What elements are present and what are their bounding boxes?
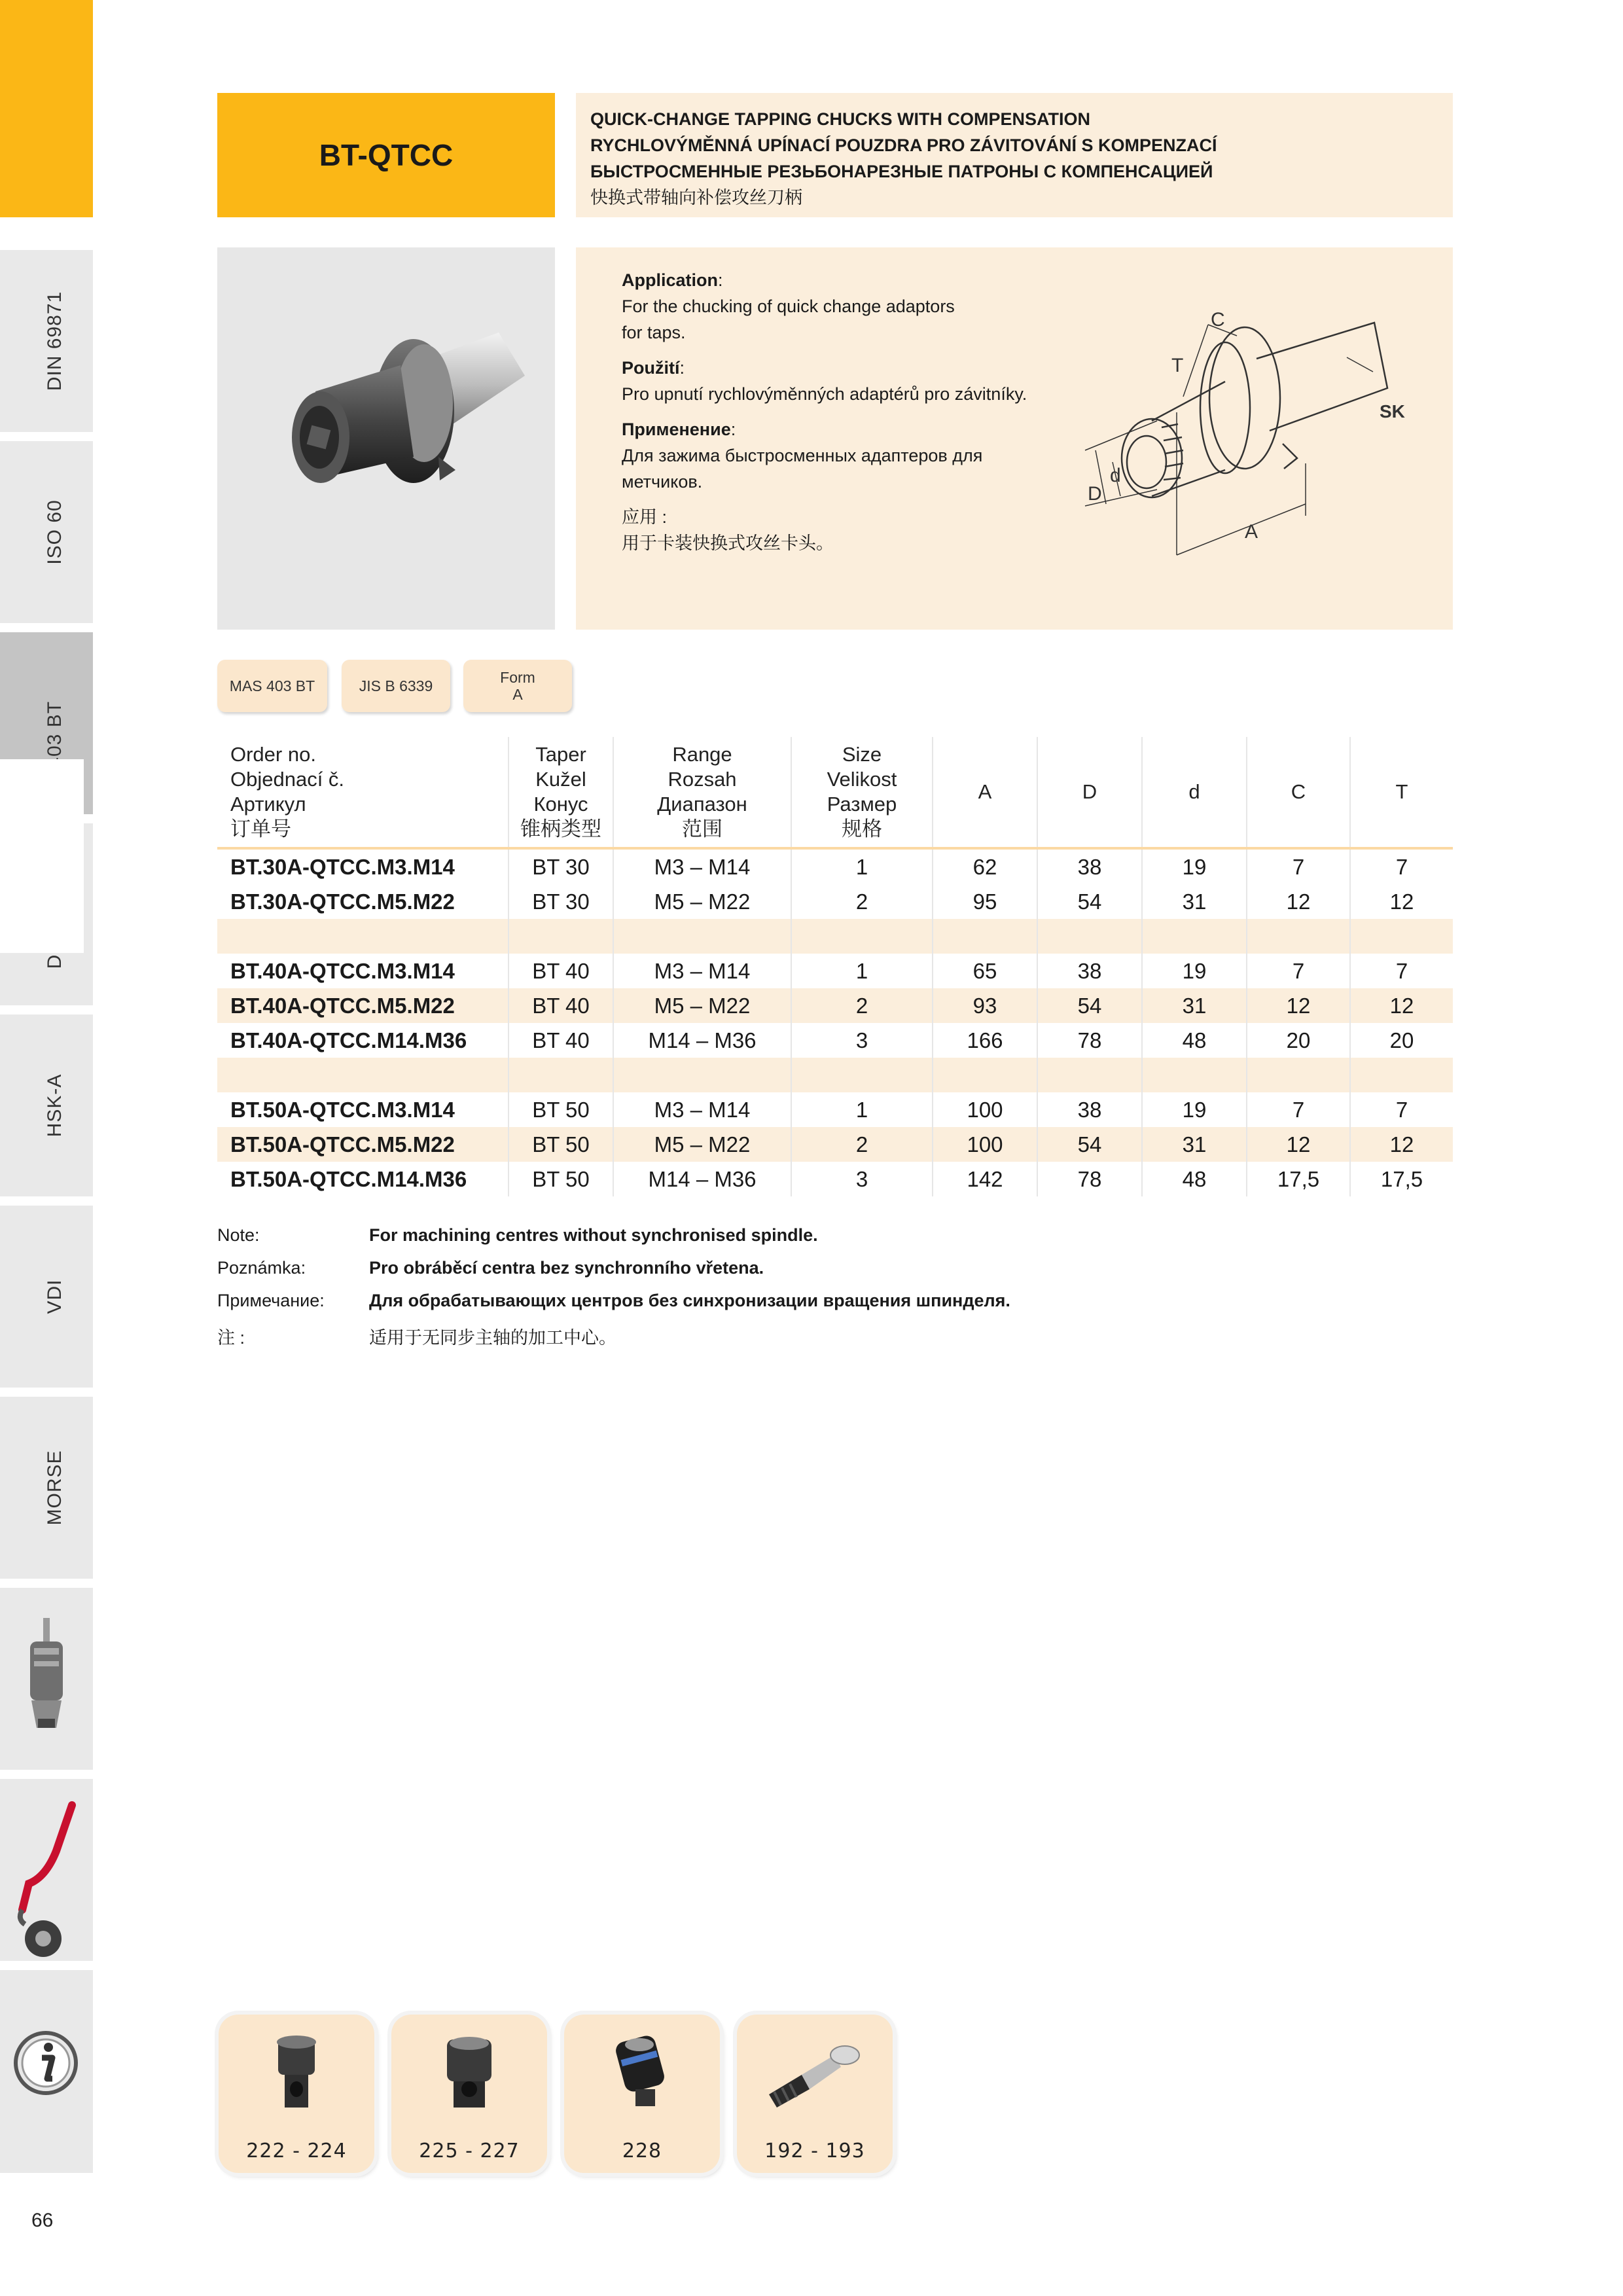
application-en-label: Application bbox=[622, 270, 718, 290]
cell-order-no bbox=[217, 919, 508, 954]
reference-pages: 228 bbox=[622, 2140, 662, 2162]
order-table bbox=[217, 737, 1453, 1196]
subtitle-zh: 快换式带轴向补偿攻丝刀柄 bbox=[590, 188, 802, 207]
header-taper bbox=[508, 737, 613, 847]
table-row bbox=[217, 988, 1453, 1023]
note-label: Примечание: bbox=[217, 1291, 325, 1310]
product-title: BT-QTCC bbox=[217, 93, 555, 217]
cell-a: 166 bbox=[932, 1023, 1037, 1058]
header-text: Размер bbox=[827, 793, 897, 816]
application-zh-text: 用于卡装快换式攻丝卡头。 bbox=[622, 533, 834, 553]
sidebar-tab-accessories[interactable] bbox=[0, 1775, 93, 1961]
diagram-label-c: C bbox=[1211, 309, 1225, 331]
cell-a: 62 bbox=[932, 850, 1037, 884]
cell-order-no: BT.50A-QTCC.M3.M14 bbox=[230, 1097, 455, 1122]
sidebar-tab-morse[interactable] bbox=[0, 1393, 93, 1579]
cell-taper: BT 50 bbox=[508, 1092, 613, 1127]
cell-order-no: BT.30A-QTCC.M3.M14 bbox=[230, 854, 455, 879]
cell-d-upper: 38 bbox=[1037, 850, 1141, 884]
cell-range bbox=[613, 919, 791, 954]
cell-taper: BT 30 bbox=[508, 884, 613, 919]
reference-pages: 225 - 227 bbox=[419, 2140, 520, 2162]
sidebar bbox=[0, 0, 93, 2173]
cell-c bbox=[1246, 1058, 1349, 1092]
application-text: Application: For the chucking of quick change adaptors for taps. Použití: Pro upnutí rychlovýměnných adaptérů pro závitníky. Применение: Для зажима быстросменных адаптеров для метчиков. 应用 : 用于卡装快换式攻丝卡头。 bbox=[622, 267, 1067, 565]
cell-d-lower: 31 bbox=[1141, 884, 1246, 919]
cell-order-no: BT.30A-QTCC.M5.M22 bbox=[230, 889, 455, 914]
cell-c: 7 bbox=[1246, 850, 1349, 884]
reference-tap-adaptors[interactable] bbox=[219, 2015, 374, 2173]
note-text: Для обрабатывающих центров без синхронизации вращения шпинделя. bbox=[369, 1291, 1010, 1310]
header-a: A bbox=[932, 737, 1037, 847]
cell-c: 20 bbox=[1246, 1023, 1349, 1058]
note-text: Pro obráběcí centra bez synchronního vřetena. bbox=[369, 1258, 764, 1278]
sidebar-tab-label: HSK-A bbox=[44, 1073, 65, 1138]
cell-d-upper: 78 bbox=[1037, 1162, 1141, 1196]
cell-range: M3 – M14 bbox=[613, 1092, 791, 1127]
cell-c: 17,5 bbox=[1246, 1162, 1349, 1196]
diagram-label-a: A bbox=[1245, 521, 1258, 543]
cell-range: M3 – M14 bbox=[613, 954, 791, 988]
tapping-chuck-photo bbox=[217, 247, 555, 630]
cell-d-lower: 48 bbox=[1141, 1023, 1246, 1058]
sidebar-tab-din-69871[interactable] bbox=[0, 246, 93, 432]
cell-range: M5 – M22 bbox=[613, 1127, 791, 1162]
sidebar-tab-vdi[interactable] bbox=[0, 1202, 93, 1388]
cell-d-upper: 78 bbox=[1037, 1023, 1141, 1058]
reference-pages: 222 - 224 bbox=[246, 2140, 347, 2162]
cell-d-upper: 54 bbox=[1037, 884, 1141, 919]
diagram-label-sk: SK bbox=[1380, 401, 1405, 422]
cell-size: 3 bbox=[791, 1162, 932, 1196]
cell-taper bbox=[508, 919, 613, 954]
cell-order-no: BT.50A-QTCC.M5.M22 bbox=[230, 1132, 455, 1157]
header-text: Size bbox=[842, 743, 882, 766]
header-text: Артикул bbox=[230, 793, 306, 816]
table-row bbox=[217, 1092, 1453, 1127]
reference-pages: 192 - 193 bbox=[764, 2140, 865, 2162]
dimension-diagram bbox=[1073, 260, 1440, 614]
header-text: Taper bbox=[535, 743, 586, 766]
info-icon bbox=[0, 1970, 93, 2156]
cell-t: 7 bbox=[1349, 954, 1453, 988]
note-text: For machining centres without synchronised spindle. bbox=[369, 1225, 818, 1245]
header-range bbox=[613, 737, 791, 847]
sidebar-tab-label: ISO 60 bbox=[44, 499, 65, 565]
header-text: 范围 bbox=[682, 817, 722, 840]
cell-t: 7 bbox=[1349, 1092, 1453, 1127]
cell-d-upper bbox=[1037, 919, 1141, 954]
note-label: Poznámka: bbox=[217, 1258, 306, 1278]
sidebar-cutout bbox=[0, 759, 84, 953]
standard-chip-jis: JIS B 6339 bbox=[342, 660, 450, 712]
cell-d-lower bbox=[1141, 1058, 1246, 1092]
cell-range: M5 – M22 bbox=[613, 988, 791, 1023]
table-row bbox=[217, 1127, 1453, 1162]
product-subtitle bbox=[576, 93, 1453, 217]
note-zh bbox=[217, 1323, 1199, 1356]
cell-order-no: BT.40A-QTCC.M3.M14 bbox=[230, 958, 455, 983]
header-d-lower: d bbox=[1141, 737, 1246, 847]
cell-d-upper: 54 bbox=[1037, 1127, 1141, 1162]
cell-taper: BT 40 bbox=[508, 1023, 613, 1058]
cell-order-no: BT.40A-QTCC.M5.M22 bbox=[230, 993, 455, 1018]
tap-adaptor-icon bbox=[238, 2029, 355, 2127]
cell-d-lower: 19 bbox=[1141, 954, 1246, 988]
table-row bbox=[217, 919, 1453, 954]
cell-t: 12 bbox=[1349, 1127, 1453, 1162]
header-text: Диапазон bbox=[657, 793, 747, 816]
cell-size: 1 bbox=[791, 850, 932, 884]
sidebar-brand-block bbox=[0, 0, 93, 217]
cell-c bbox=[1246, 919, 1349, 954]
cell-order-no bbox=[217, 1058, 508, 1092]
reference-pull-studs[interactable] bbox=[737, 2015, 893, 2173]
cell-size: 3 bbox=[791, 1023, 932, 1058]
cell-taper: BT 40 bbox=[508, 988, 613, 1023]
header-text: Range bbox=[672, 743, 732, 766]
cell-order-no: BT.40A-QTCC.M14.M36 bbox=[230, 1028, 467, 1052]
cell-d-lower bbox=[1141, 919, 1246, 954]
table-header bbox=[217, 737, 1453, 850]
cell-d-lower: 31 bbox=[1141, 1127, 1246, 1162]
note-en bbox=[217, 1225, 1199, 1258]
sidebar-tab-label: MORSE bbox=[44, 1450, 65, 1526]
reference-tap-adaptors-clutch[interactable] bbox=[391, 2015, 547, 2173]
header-text: Конус bbox=[533, 793, 588, 816]
header-text: Velikost bbox=[827, 768, 897, 791]
header-text: 锥柄类型 bbox=[520, 817, 601, 840]
sidebar-tab-label: VDI bbox=[44, 1279, 65, 1314]
cell-d-upper: 54 bbox=[1037, 988, 1141, 1023]
cell-taper: BT 50 bbox=[508, 1162, 613, 1196]
sidebar-tab-iso-60[interactable] bbox=[0, 437, 93, 623]
product-photo bbox=[217, 247, 555, 630]
cell-order-no: BT.50A-QTCC.M14.M36 bbox=[230, 1166, 467, 1191]
application-en-text-1: For the chucking of quick change adaptors bbox=[622, 296, 955, 316]
cell-size: 1 bbox=[791, 1092, 932, 1127]
cell-d-lower: 19 bbox=[1141, 850, 1246, 884]
cell-taper bbox=[508, 1058, 613, 1092]
header-text: Kužel bbox=[535, 768, 586, 791]
table-row bbox=[217, 1162, 1453, 1196]
sidebar-tab-label: DIN 69871 bbox=[44, 291, 65, 391]
cell-t: 12 bbox=[1349, 884, 1453, 919]
cell-c: 7 bbox=[1246, 1092, 1349, 1127]
cell-size: 1 bbox=[791, 954, 932, 988]
cell-d-upper: 38 bbox=[1037, 954, 1141, 988]
application-cz-label: Použití bbox=[622, 358, 680, 378]
application-cz-text: Pro upnutí rychlovýměnných adaptérů pro závitníky. bbox=[622, 384, 1027, 404]
application-zh-label: 应用 : bbox=[622, 507, 668, 527]
cell-t bbox=[1349, 1058, 1453, 1092]
note-label: 注 : bbox=[217, 1328, 245, 1348]
cell-size: 2 bbox=[791, 988, 932, 1023]
cell-d-lower: 19 bbox=[1141, 1092, 1246, 1127]
diagram-label-t: T bbox=[1171, 355, 1184, 376]
cell-t bbox=[1349, 919, 1453, 954]
header-text: Objednací č. bbox=[230, 768, 345, 791]
table-row bbox=[217, 1023, 1453, 1058]
diagram-label-d-lower: d bbox=[1110, 465, 1121, 486]
table-row bbox=[217, 850, 1453, 884]
collet-icon bbox=[583, 2029, 701, 2127]
cell-a: 95 bbox=[932, 884, 1037, 919]
cell-c: 7 bbox=[1246, 954, 1349, 988]
cell-a: 100 bbox=[932, 1092, 1037, 1127]
form-value: A bbox=[512, 686, 523, 703]
cell-a: 65 bbox=[932, 954, 1037, 988]
cell-d-upper bbox=[1037, 1058, 1141, 1092]
cell-range bbox=[613, 1058, 791, 1092]
sidebar-tab-info[interactable] bbox=[0, 1966, 93, 2173]
wrench-and-nut-icon bbox=[0, 1779, 93, 1965]
table-body bbox=[217, 850, 1453, 1196]
cell-a: 142 bbox=[932, 1162, 1037, 1196]
cell-c: 12 bbox=[1246, 884, 1349, 919]
note-ru bbox=[217, 1291, 1199, 1323]
application-ru-label: Применение bbox=[622, 420, 731, 439]
diagram-label-d-upper: D bbox=[1088, 483, 1102, 505]
cell-a bbox=[932, 1058, 1037, 1092]
cell-d-lower: 31 bbox=[1141, 988, 1246, 1023]
tap-adaptor-clutch-icon bbox=[410, 2029, 528, 2127]
application-en-text-2: for taps. bbox=[622, 323, 686, 342]
header-order-no bbox=[217, 737, 508, 847]
header-c: C bbox=[1246, 737, 1349, 847]
sidebar-tab-drill-chucks[interactable] bbox=[0, 1584, 93, 1770]
application-ru-text: Для зажима быстросменных адаптеров для метчиков. bbox=[622, 446, 983, 492]
header-text: 订单号 bbox=[230, 817, 291, 840]
form-label: Form bbox=[500, 669, 535, 686]
application-box bbox=[576, 247, 1453, 630]
drill-chuck-icon bbox=[0, 1588, 93, 1774]
page-number: 66 bbox=[31, 2210, 54, 2231]
cell-range: M14 – M36 bbox=[613, 1023, 791, 1058]
cell-t: 17,5 bbox=[1349, 1162, 1453, 1196]
cell-size: 2 bbox=[791, 1127, 932, 1162]
cell-t: 7 bbox=[1349, 850, 1453, 884]
cell-taper: BT 50 bbox=[508, 1127, 613, 1162]
cell-a: 93 bbox=[932, 988, 1037, 1023]
standard-chip-form bbox=[463, 660, 572, 712]
note-text: 适用于无同步主轴的加工中心。 bbox=[369, 1328, 616, 1348]
cell-d-lower: 48 bbox=[1141, 1162, 1246, 1196]
header-t: T bbox=[1349, 737, 1453, 847]
cell-range: M14 – M36 bbox=[613, 1162, 791, 1196]
cell-a bbox=[932, 919, 1037, 954]
header-d-upper: D bbox=[1037, 737, 1141, 847]
standard-chip-mas: MAS 403 BT bbox=[217, 660, 327, 712]
subtitle-ru: БЫСТРОСМЕННЫЕ РЕЗЬБОНАРЕЗНЫЕ ПАТРОНЫ С КОМПЕНСАЦИЕЙ bbox=[590, 162, 1213, 181]
notes bbox=[217, 1225, 1199, 1356]
header-size bbox=[791, 737, 932, 847]
cell-range: M3 – M14 bbox=[613, 850, 791, 884]
table-row bbox=[217, 1058, 1453, 1092]
cell-taper: BT 30 bbox=[508, 850, 613, 884]
cell-taper: BT 40 bbox=[508, 954, 613, 988]
header-text: 规格 bbox=[842, 817, 882, 840]
cell-t: 20 bbox=[1349, 1023, 1453, 1058]
cell-range: M5 – M22 bbox=[613, 884, 791, 919]
cell-size: 2 bbox=[791, 884, 932, 919]
header-text: Order no. bbox=[230, 743, 316, 766]
cell-size bbox=[791, 1058, 932, 1092]
cell-t: 12 bbox=[1349, 988, 1453, 1023]
reference-collets[interactable] bbox=[564, 2015, 720, 2173]
table-row bbox=[217, 954, 1453, 988]
subtitle-cz: RYCHLOVÝMĚNNÁ UPÍNACÍ POUZDRA PRO ZÁVITOVÁNÍ S KOMPENZACÍ bbox=[590, 135, 1217, 155]
cell-a: 100 bbox=[932, 1127, 1037, 1162]
table-row bbox=[217, 884, 1453, 919]
subtitle-en: QUICK-CHANGE TAPPING CHUCKS WITH COMPENSATION bbox=[590, 109, 1090, 129]
cell-d-upper: 38 bbox=[1037, 1092, 1141, 1127]
note-label: Note: bbox=[217, 1225, 260, 1245]
cell-c: 12 bbox=[1246, 1127, 1349, 1162]
header-text: Rozsah bbox=[668, 768, 737, 791]
pull-stud-icon bbox=[756, 2029, 874, 2127]
note-cz bbox=[217, 1258, 1199, 1291]
cell-size bbox=[791, 919, 932, 954]
cell-c: 12 bbox=[1246, 988, 1349, 1023]
sidebar-tab-hsk-a[interactable] bbox=[0, 1011, 93, 1196]
